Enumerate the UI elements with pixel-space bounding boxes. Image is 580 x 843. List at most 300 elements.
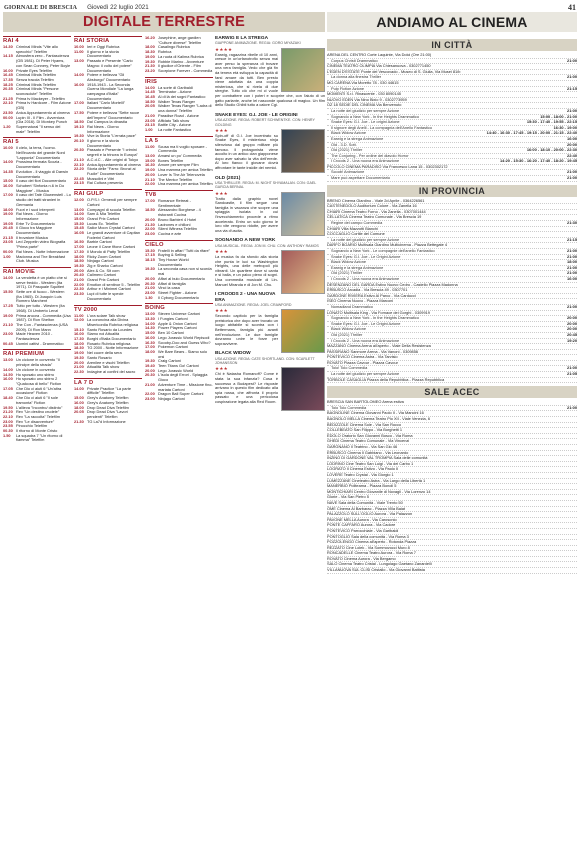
channel-heading: TV8 <box>145 190 213 198</box>
film-title: EARWIG E LA STREGA <box>215 36 269 41</box>
venue-name: NUOVO EDEN Via Nino Bixio 9 - 0302773959 <box>327 97 407 102</box>
program-time: 17.00 <box>74 100 84 106</box>
program-title: Scusa ma ti voglio sposare - Commedia <box>158 143 207 154</box>
program-title: Nel cuore della sera <box>87 350 122 356</box>
program-title: Ho sposato uno sbirro 2 "Qualcosa di bello" Fiction <box>16 376 62 386</box>
venue-name: GARDONE RIVIERA Estivo Al Parco - Via Carducci <box>327 293 416 298</box>
showtimes: 21:00 <box>567 107 577 113</box>
program-time: 16.00 <box>74 81 84 87</box>
program-time: 21.10 <box>74 156 84 162</box>
channel-heading: LA 7 D <box>74 378 142 386</box>
film-rating-stars: ★★★ <box>215 249 228 255</box>
program-title: Lego Jurassic World <box>158 367 194 373</box>
program-title: Drop Dead Diva Telefilm <box>87 404 129 410</box>
venue-name: INZINO DI GARDONE VAL TROMPIA Sala delle comunità <box>327 456 428 461</box>
program-time: 14.00 <box>145 84 155 90</box>
program-time: 21.30 <box>145 221 155 227</box>
program-title: Affari al buio Documentario <box>158 275 205 281</box>
venue-name: BRENO Cinema Giardino - Viale 2d Aprile - 0364226561 <box>327 198 425 203</box>
channel-heading: RAI 5 <box>3 137 71 145</box>
program-time: 16.00 <box>145 334 155 340</box>
film-name: Pulp Fiction Azione <box>331 86 365 91</box>
program-title: Bruno Barbieri 4 Hotel <box>158 216 197 222</box>
program-time: 21.10 <box>145 176 155 182</box>
showtimes <box>574 439 577 444</box>
program-title: Prossima fermata Scozia - Documentario <box>16 159 62 170</box>
showtimes <box>574 378 577 383</box>
channel-section <box>145 136 213 187</box>
showtimes: 21:00 <box>567 264 577 270</box>
film-name: Sognando a New York - Le compagnie dell'anello Fantastico <box>331 249 435 253</box>
program-time: 16.00 <box>3 182 13 188</box>
channel-section <box>3 267 71 347</box>
showtimes: 16:00 <box>567 275 577 281</box>
program-time: 18.00 <box>145 44 155 50</box>
showtimes <box>574 540 577 545</box>
program-time: 14.30 <box>145 325 155 331</box>
film-name: Black Widow Azione <box>331 260 367 265</box>
venue-name: Glorie - Via San Pietro 5 <box>327 495 369 500</box>
program-title: Ben 10 Cartoni <box>158 330 184 336</box>
program-time: 00.30 <box>3 428 13 434</box>
program-time: 22.00 <box>74 281 84 287</box>
program-time: 19.00 <box>74 350 84 356</box>
program-title: Zig e Sharko Cartoni <box>87 262 123 268</box>
showtimes <box>574 557 577 562</box>
channel-section <box>74 36 142 186</box>
program-title: Senza traccia Telefilm <box>16 76 54 82</box>
venue-name: OME Cinema Al Barbarac - Piazza Villa Baiat <box>327 506 405 511</box>
showtimes: 21:00 <box>567 404 577 410</box>
program-title: Il caso del Tatè Glowenstell - Lo studio dei tratti stranieri in Germania <box>16 192 71 207</box>
program-title: Drop Dead Diva "Lavori pendenti" Telefilm <box>87 409 128 419</box>
program-title: Il Gioco tra Maggiore Documentario <box>16 225 53 236</box>
film-synopsis: Tratto dalla graphic novel Sandcastle, il film segue una famiglia in vacanza che scopre una spiaggia isolata in cui l'invecchiamento procede a ritmo accelerato. Entro un solo giorno le loro vite vengono ridotte, per avere una via d'uscita. <box>215 195 278 233</box>
program-title: Romance Retreat - Sentimentale <box>158 197 191 208</box>
program-time: 23.20 <box>145 67 155 73</box>
venue-name: ARENA DEL CENTRO Corte Laquinte, Via Dolci (Ore 21:00) <box>327 53 432 57</box>
showtimes: 14:20 - 15:30 - 16:20 - 17:40 - 18:20 - 19:45 <box>500 158 577 164</box>
program-title: Arenilee e vischi Telefilm <box>87 359 130 365</box>
film-review <box>215 238 325 287</box>
film-name: Tolo Tolo Commedia <box>331 405 367 410</box>
showtimes <box>574 294 577 299</box>
program-title: Calimero Cartoni <box>87 272 117 278</box>
venue-name: PONTEVICO Cinema Astra - Via Tarvisio <box>327 355 398 360</box>
program-title: Buying & Selling <box>158 252 187 258</box>
program-time: 21.30 <box>74 418 84 424</box>
program-title: Il giudice d'Oriente - Film <box>158 63 201 69</box>
program-row <box>3 434 71 443</box>
venue-name: ISEO Cinema Nuovo - Piazza Marconi <box>327 299 394 304</box>
showtimes <box>574 523 577 528</box>
film-synopsis: Chi è Natasha Romanoff? Come è stata la sua infanzia? Cosa è successo a Budapest? Le risposte arrivano in questo film dedicato alla spia russa, che affronta il proprio passato e una pericolosa cospirazione legata alla Red Room. <box>215 371 278 405</box>
tv-section-title: DIGITALE TERRESTRE <box>3 12 325 32</box>
venue-name: GHEDI Cinema Teatro Comunale - Via Vincenzi <box>327 439 410 444</box>
program-time: 13.00 <box>145 311 155 317</box>
film-rating-stars: ★★★ <box>215 190 228 196</box>
program-title: Madonna and The Breakfast Club. Musica <box>16 253 66 264</box>
film-title: SNAKE EYES: G.I. JOE - LE ORIGINI <box>215 112 298 118</box>
showtimes: 21:15 <box>567 85 577 91</box>
program-time: 22.10 <box>74 161 84 167</box>
showtimes: 21:00 <box>567 74 577 80</box>
venue-name: PASSIRANO Sanmore Arena - Via Vanoni - 0309856 <box>327 349 419 354</box>
program-title: A.C.d.C. - Alle origini di Tokyo <box>87 156 139 162</box>
showtimes <box>574 344 577 349</box>
showtimes <box>574 462 577 467</box>
channel-section <box>3 36 71 134</box>
program-time: 14.15 <box>3 53 13 59</box>
venue-name: MONTICHIARI Centro Giovanile di Novagli - Via Lorenzo 14 <box>327 489 431 494</box>
program-time: 18.30 <box>145 49 155 55</box>
program-title: Ieri e Oggi Rubrica <box>87 44 120 49</box>
program-title: Tutto per tutto - Western (Ita 1968). Di Umberto Lenzi <box>16 303 65 313</box>
program-title: Ninjago Cartoni <box>87 258 114 264</box>
program-title: Grey's Anatomy Telefilm <box>87 399 129 405</box>
film-title: SOGNANDO A NEW YORK <box>215 238 276 244</box>
program-time: 15.00 <box>145 157 155 163</box>
program-title: Atmosfera zero - Fantascienza (GB 1981). Di Peter Hyams, con Sean Connery, Peter Boyle <box>16 53 71 68</box>
program-time: 13.00 <box>3 357 13 363</box>
venue-name: BAGNOLO MELLA Cinema Teatro Pio XII - Viale Venezia, 6 <box>327 417 431 422</box>
program-time: 22.30 <box>74 369 84 374</box>
program-title: Sailor Moon Crystal Cartoni <box>87 225 135 231</box>
venue-name: MANERBIO Politeama - Piazza Bonoli 5 <box>327 484 397 489</box>
showtimes <box>574 204 577 209</box>
venue-name: POZZOLENGO Cinema all'aperto - Rotonda Piazza <box>327 540 417 545</box>
film-name: Earwig e la strega Animazione <box>331 265 384 270</box>
showtimes: 21:05 <box>567 371 577 377</box>
program-time: 11.00 <box>74 312 84 318</box>
program-title: La vendetta è un piatto che si serve freddo - Western (Ita 1971). Di Pasquale Squitieri <box>16 274 67 290</box>
program-title: Street Fighter - Azione <box>158 289 197 295</box>
film-name: Black Widow Azione <box>331 131 367 136</box>
program-row <box>3 290 71 304</box>
program-row <box>74 420 142 425</box>
film-name: Old (2021) Thriller <box>331 271 363 276</box>
program-time: 14.00 <box>145 320 155 326</box>
showtimes: 21:00 <box>567 175 577 181</box>
program-title: Rosario Rubrica religiosa <box>87 340 131 346</box>
program-time: 22.10 <box>3 413 13 419</box>
film-synopsis: Earwig, ragazzina ribelle di 10 anni, cresce in un'orfanotrofio senza mai aver perso la speranza di trovare una vera famiglia. Vedo che già fin da tenera età sviluppa la capacità di farsi amare da tutti. Ben presto viene adottata da una coppia misteriosa, che si rivela di due streghe. Tutto ciò che mi ci vuole per combattere con i poteri e scoprire che, con l'aiuto di un gatto parlante, anche lei nasconde qualcosa di magico. Un film dello Studio Ghibli tutto a calore Cgi. <box>215 51 325 108</box>
program-time: 21.00 <box>145 285 155 291</box>
film-name: Nomadland Drammatico <box>331 304 373 309</box>
program-time: 23.15 <box>74 180 84 186</box>
showtimes <box>574 501 577 506</box>
film-title: I CROODS 2 - UNA NUOVA ERA <box>215 292 276 303</box>
program-title: Walker Texas Ranger <box>158 98 195 104</box>
showtimes: 16:00 - 18:10 - 20:00 - 22:30 <box>526 147 577 153</box>
program-title: Vive la Storia "L'errata pace" <box>87 133 137 139</box>
program-row <box>74 83 142 102</box>
page-number: 41 <box>568 2 576 12</box>
program-title: Rex "Le disavventure" <box>16 418 55 424</box>
venue-row <box>327 378 577 384</box>
program-title: Il Mondo di Patty Telefilm <box>87 248 131 254</box>
channel-heading: CIELO <box>145 240 213 248</box>
venue-row <box>327 568 577 574</box>
program-time: 20.00 <box>145 216 155 222</box>
program-title: Uomini cattivi - Drammatico <box>16 340 64 346</box>
film-still-image <box>281 129 325 173</box>
program-time: 22.30 <box>74 286 84 292</box>
venue-name: COLLEBEATO San Filippo - Via Borghetti 1 <box>327 428 403 433</box>
program-time: 23.00 <box>145 396 155 401</box>
program-title: Indagine ai confini del sacro <box>87 369 136 374</box>
channel-heading: TV 2000 <box>74 305 142 313</box>
showtimes <box>574 551 577 556</box>
program-time: 23.00 <box>145 289 155 295</box>
showtimes: 21:15 <box>567 236 577 242</box>
film-rating-stars: ★★★ <box>215 127 228 133</box>
program-title: We Bare Bears - Siamo solo orsi <box>158 348 208 359</box>
program-title: Scooby-Doo and Guess Who? <box>158 339 211 345</box>
program-title: Prima tv Mackeyer - Telefilm <box>16 95 65 101</box>
program-title: Alessandro Borghese - 4 ristoranti Cucina <box>158 207 201 218</box>
film-rating-stars: ★★★ <box>215 308 228 314</box>
showtimes: 15:00 - 18:00 - 21:00 <box>540 113 577 119</box>
venue-name: OZ 18 SEDIE DEL CINEMA Via Benvenuto <box>327 103 402 108</box>
program-time: 10.00 <box>74 44 84 49</box>
program-time: 18.00 <box>74 253 84 259</box>
cinema-region-heading: SALE ACEC <box>327 386 577 398</box>
program-time: 22.00 <box>145 226 155 232</box>
film-reviews-column <box>215 36 325 841</box>
program-title: Craig Cartoni <box>158 358 181 364</box>
program-title: Il ritorno di Monte Cristo <box>16 428 58 434</box>
showtimes <box>574 507 577 512</box>
venue-name: PONTEVICO Parrocchiale - Via Garibaldi <box>327 528 399 533</box>
program-title: La squadra 7 "Un ritorno di fiamma" Telefilm <box>16 432 63 443</box>
showtimes: 15:30 - 17:40 - 19:55 - 22:15 <box>526 119 577 125</box>
program-time: 17.30 <box>74 336 84 342</box>
program-row <box>145 69 213 74</box>
program-title: Anica Appuntamento al cinema <box>87 161 141 167</box>
program-time: 15.00 <box>3 178 13 184</box>
showtimes <box>574 423 577 428</box>
film-name: The Conjuring - Per ordine del diavolo Horror <box>331 153 409 158</box>
showtimes <box>574 434 577 439</box>
showtimes <box>574 98 577 103</box>
film-name: Sognando a New York - In the Heights Drammatico <box>331 316 420 321</box>
program-time: 20.00 <box>74 267 84 273</box>
program-time: 14.00 <box>3 274 13 280</box>
program-title: Dragon Ball Super Cartoni <box>158 391 204 397</box>
program-time: 18.50 <box>145 207 155 213</box>
showtimes <box>574 529 577 534</box>
program-row <box>74 292 142 301</box>
program-title: Criminal Minds Telefilm <box>16 72 56 78</box>
program-title: Grey's Anatomy Telefilm <box>87 395 129 401</box>
venue-name: NAVE Sala della Comunità - Viale Trento 50 <box>327 500 403 505</box>
program-title: Rubrica <box>158 49 172 55</box>
showtimes <box>574 456 577 461</box>
venue-name: ROVATO Piazza Cavour - Piazza Cavour <box>327 360 398 365</box>
showtimes: 21:00 <box>567 365 577 371</box>
film-name: Mare può aspettare Documentario <box>331 176 391 181</box>
venue-name: LOGRATO Il Cinema Estivo - Via Paolo II <box>327 467 399 472</box>
program-title: O.P.S.!: Ormendi per sempre Cartoni <box>87 197 137 207</box>
program-title: Adventure Time - Missione fino-mariata Cartoni <box>158 381 213 392</box>
showtimes: 21:00 <box>567 270 577 276</box>
program-title: TG 2000 - Notte Informazione <box>87 345 139 351</box>
program-title: Al di là dei sogni Fantastico <box>158 94 206 100</box>
program-time: 20.30 <box>145 372 155 378</box>
showtimes <box>574 467 577 472</box>
program-time: 18.00 <box>74 404 84 410</box>
showtimes: 18:00 <box>567 259 577 265</box>
program-title: Grand Prix Cartoni <box>87 215 120 221</box>
program-time: 17.00 <box>74 244 84 250</box>
program-time: 15.00 <box>74 215 84 221</box>
channel-heading: BOING <box>145 303 213 311</box>
venue-name: DESENZANO DEL GARDA Estivo Nuovo Cedro - Castello Piazza Madonna <box>327 282 458 287</box>
showtimes: 20:00 <box>567 141 577 147</box>
program-title: Bones Telefilm <box>158 157 184 163</box>
channel-heading: RAI 4 <box>3 36 71 44</box>
program-time: 13.00 <box>145 153 155 159</box>
venue-name: MO.CARENA Via Moretto 78 - 030 44615 <box>327 80 399 85</box>
channel-heading: IRIS <box>145 77 213 85</box>
program-row <box>3 276 71 290</box>
program-title: Barbie Cartoni <box>87 239 112 245</box>
film-review <box>215 351 325 404</box>
program-time: 18.00 <box>74 340 84 346</box>
program-time: 15.45 <box>74 225 84 231</box>
showtimes: 21:00 <box>567 248 577 253</box>
program-title: Rai News - Notte Informazione <box>16 248 69 254</box>
film-name: I Croods 2 - Una nuova era Animazione <box>331 338 400 343</box>
showtimes <box>574 283 577 288</box>
program-time: 19.00 <box>145 53 155 59</box>
screening-row <box>327 176 577 182</box>
program-title: Robbie Marino - Avventure <box>158 58 204 64</box>
program-title: Ladrones e chilloni <box>158 221 191 227</box>
program-time: 1.00 <box>3 253 11 259</box>
program-title: La coroncina alla Divina Misericordia Rubrica religiosa <box>87 317 139 327</box>
film-name: La notte del giudizio per sempre Azione <box>331 108 400 113</box>
film-name: Black Widow Azione <box>331 327 367 332</box>
program-title: Lego Jurassic World Repisodi <box>158 334 210 340</box>
program-title: Dal Campus la dinastia <box>87 119 128 125</box>
venue-name: PONTE CAFFARO Aurora - Via Cadore <box>327 523 396 528</box>
program-row <box>145 296 213 301</box>
venue-name: ROVATO Cinema Aurora - Via Bergamo <box>327 556 396 561</box>
program-title: La sorte di Garibaldi <box>158 84 193 90</box>
program-title: Led Zeppelin video Biografia "Prima parte" <box>16 239 66 250</box>
showtimes <box>574 92 577 97</box>
program-title: Fuori e i suoi interpreti <box>16 206 55 212</box>
program-time: 18.40 <box>3 395 13 401</box>
program-time: 16.30 <box>145 339 155 345</box>
program-time: 13.00 <box>74 58 84 64</box>
showtimes <box>574 350 577 355</box>
program-time: 1.30 <box>145 294 153 300</box>
venue-name: MAZZANO Cinema Arena all'aperto - Viale Della Resistenza <box>327 344 431 349</box>
program-title: Made Heaven 2010 - Fantascienza <box>16 331 53 342</box>
channel-heading: RAI STORIA <box>74 36 142 44</box>
program-time: 19.30 <box>74 133 84 139</box>
program-time: 19.00 <box>145 167 155 173</box>
film-credits: USA ANIMAZIONE. REGIA: JOEL CRAWFORD <box>215 303 292 307</box>
showtimes <box>574 568 577 573</box>
program-time: 17.15 <box>145 252 155 258</box>
channel-section <box>74 189 142 301</box>
venue-name: GARGNANO Il Teatrino - Via San Gio 46 <box>327 445 398 449</box>
program-time: 19.40 <box>145 363 155 369</box>
program-title: Prima ancora - Commedia (Usa 1987). Di Ron Shelton <box>16 312 71 323</box>
program-title: 1918-1943 - La Seconda Guerra Mondiale "La lunga campagna d'Italia" Documentario <box>87 81 134 101</box>
program-time: 17.00 <box>145 344 155 350</box>
program-time: 14.50 <box>3 371 13 377</box>
venue-name: CINEMA TEATRO OLIMPIA Via Chiesanuova - 0302771450 <box>327 64 431 69</box>
program-time: 12.00 <box>74 197 84 203</box>
program-time: 19.30 <box>74 354 84 360</box>
program-time: 14.00 <box>74 72 84 78</box>
issue-date: Giovedì 22 luglio 2021 <box>87 3 149 11</box>
showtimes <box>574 562 577 567</box>
film-rating-stars: ★★★★ <box>215 46 233 52</box>
program-time: 20.45 <box>3 225 13 231</box>
program-time: 21.15 <box>3 234 13 240</box>
program-title: Evolution - Il viaggio di Darwin Documentario <box>16 168 69 179</box>
program-title: Il Cyborg Documentario <box>158 294 199 300</box>
tv-column-2 <box>74 36 142 841</box>
venue-name: CHIARI Cinema Teatro Forno - Via Zanella - 0307001444 <box>327 209 426 214</box>
program-title: Rai News - Giorno Informazione <box>87 123 119 134</box>
channel-section <box>145 77 213 133</box>
film-name: Snake Eyes: G.I. Joe - Le Origini Azione <box>331 254 401 259</box>
showtimes <box>574 355 577 360</box>
program-time: 20.05 <box>145 103 155 109</box>
film-credits: USA AZIONE. REGIA: CATE SHORTLAND. CON: SCARLETT JOHANSSON <box>215 356 315 366</box>
program-row <box>145 397 213 402</box>
film-name: Earwig e la strega Animazione <box>331 136 384 141</box>
program-title: Passato e Presente "Carlo Magno: il volto del potere" Documentario <box>87 58 133 73</box>
venue-name: MOMENTI S.r.l. Rinascente - 030 8090145 <box>327 92 401 97</box>
program-time: 15.30 <box>145 247 155 253</box>
venue-name: CELLATICA Cinema Teatro Comunale - Via Brescia 19 <box>327 215 422 220</box>
showtimes: 20:00 <box>567 326 577 332</box>
program-time: 00.00 <box>3 248 13 254</box>
film-still-image <box>281 309 325 353</box>
venue-name: COCCAGLIO Cortile del Comune <box>327 232 385 237</box>
showtimes: 21:00 <box>567 253 577 259</box>
program-title: Erbe Tv Documentario <box>16 220 55 226</box>
film-name: Il signore degli Anelli - La compagnia dell'Anello Fantastico <box>331 125 433 130</box>
showtimes: 21:30 <box>567 220 577 226</box>
program-title: L'isola degli Errori - Spiaggia Gioco <box>158 372 208 383</box>
program-time: 22.00 <box>145 181 155 187</box>
program-time: 12.00 <box>74 317 84 323</box>
program-time: 10.00 <box>3 145 13 151</box>
film-synopsis: Spin-off di G.I. Joe incentrato su Snake Eyes, il misterioso ninja silenzioso dal gruppo militare più famoso. Il protagonista viene accolto in un antico clan giapponese dopo aver salvato la vita dell'erede. Al loro fianco il giovane dovrà affrontare le tante insidie dei nemici. <box>215 132 278 170</box>
film-credits: USA MUSICAL. REGIA: JON M. CHU. CON: ANTHONY RAMOS <box>215 243 319 248</box>
program-row <box>3 255 71 264</box>
publication-name: GIORNALE DI BRESCIA <box>4 3 78 11</box>
program-title: TG La7d Informazione <box>87 418 126 424</box>
program-time: 11.00 <box>74 48 84 54</box>
venue-name: LONATO Multisala King - Via Fornace dei Gorghi - 0309919 <box>327 310 430 315</box>
program-title: Josephine, ange gardien "Culture diverse" Telefilm <box>158 36 202 45</box>
program-title: Passato e Presente "I crimini segreti e la trincea in Europa" <box>87 147 138 158</box>
channel-heading: RAI MOVIE <box>3 267 71 275</box>
showtimes <box>574 518 577 523</box>
program-time: 1.20 <box>3 123 11 129</box>
program-title: Schubert 'Sinfonia n.6 in Do Maggiore' - Musica <box>16 182 65 193</box>
